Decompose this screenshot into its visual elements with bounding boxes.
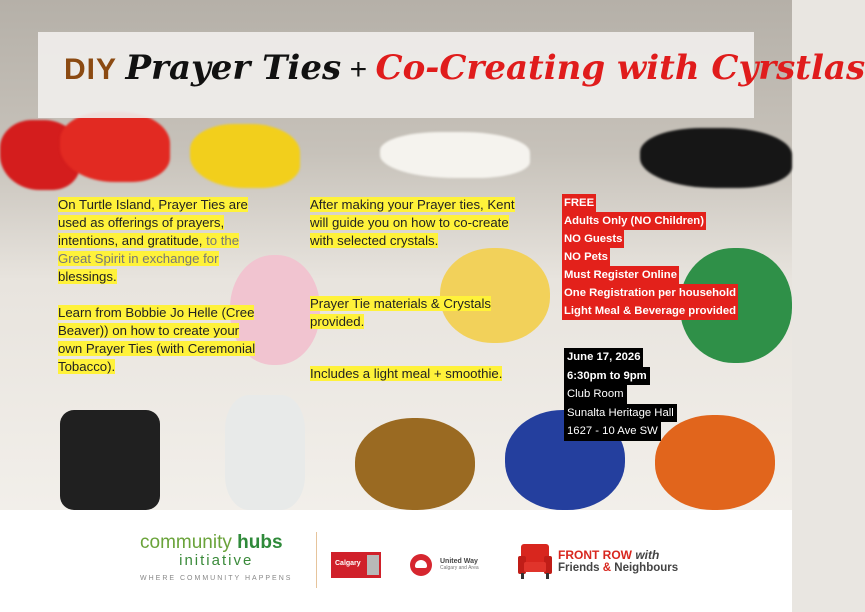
tigers-eye — [355, 418, 475, 510]
ch-word-community: community — [140, 532, 232, 553]
title-prayer-ties: Prayer Ties — [125, 48, 342, 88]
fr-neighbours: Neighbours — [614, 562, 679, 574]
ch-word-hubs: hubs — [237, 532, 283, 553]
rule-item: Must Register Online — [562, 266, 679, 284]
title-co-creating: Co-Creating with Cyrstlas — [375, 48, 865, 88]
ch-tagline: WHERE COMMUNITY HAPPENS — [140, 575, 293, 582]
black-cloth — [640, 128, 792, 188]
left-p1-end: blessings. — [58, 269, 117, 284]
uw-name: United Way — [440, 558, 478, 565]
footer — [0, 510, 792, 612]
rule-item: NO Pets — [562, 248, 610, 266]
calgary-logo — [331, 552, 381, 578]
front-row-logo — [558, 548, 678, 574]
mid-paragraph-1 — [310, 196, 525, 250]
clear-quartz — [225, 395, 305, 510]
united-way-hand-icon — [410, 554, 432, 576]
mid-paragraph-3 — [310, 365, 530, 383]
left-paragraph-1 — [58, 196, 262, 286]
rule-item: NO Guests — [562, 230, 624, 248]
uw-sub: Calgary and Area — [440, 565, 479, 571]
title-plus: + — [349, 53, 368, 86]
mid-p3: Includes a light meal + smoothie. — [310, 366, 503, 381]
rule-item: One Registration per household — [562, 284, 738, 302]
red-chair-icon — [518, 542, 552, 580]
rules-list — [562, 194, 738, 320]
page-title — [64, 48, 865, 88]
left-p1-soft: to the Great Spirit in exchange for — [58, 233, 240, 266]
rule-item: FREE — [562, 194, 596, 212]
yellow-cloth — [190, 124, 300, 188]
mid-paragraph-2 — [310, 295, 515, 331]
calgary-crest-icon — [367, 555, 379, 575]
left-paragraph-2 — [58, 304, 262, 376]
mid-p2: Prayer Tie materials & Crystals provided. — [310, 296, 492, 329]
event-time: 6:30pm to 9pm — [564, 367, 650, 386]
white-cloth — [380, 132, 530, 178]
left-p1-main: On Turtle Island, Prayer Ties are used as offerings of prayers, intentions, and gratitude, — [58, 197, 248, 248]
event-venue: Sunalta Heritage Hall — [564, 404, 677, 423]
footer-divider — [316, 532, 317, 588]
event-address: 1627 - 10 Ave SW — [564, 422, 661, 441]
red-cloth-2 — [60, 112, 170, 182]
fr-friends: Friends — [558, 562, 600, 574]
event-details — [564, 348, 677, 441]
mid-p1: After making your Prayer ties, Kent will guide you on how to co-create with selected crystals. — [310, 197, 515, 248]
fr-with: with — [635, 548, 660, 562]
event-date: June 17, 2026 — [564, 348, 643, 367]
community-hubs-logo — [140, 532, 292, 582]
calgary-text: Calgary — [335, 560, 361, 567]
fr-front-row: FRONT ROW — [558, 548, 632, 562]
event-room: Club Room — [564, 385, 627, 404]
title-diy: DIY — [64, 53, 118, 86]
black-tourmaline — [60, 410, 160, 510]
fr-amp: & — [602, 562, 612, 574]
left-p2: Learn from Bobbie Jo Helle (Cree Beaver)) on how to create your own Prayer Ties (with Ceremonial Tobacco). — [58, 305, 256, 374]
united-way-logo — [440, 558, 479, 571]
rule-item: Light Meal & Beverage provided — [562, 302, 738, 320]
rule-item: Adults Only (NO Children) — [562, 212, 706, 230]
ch-word-initiative: initiative — [179, 552, 254, 569]
